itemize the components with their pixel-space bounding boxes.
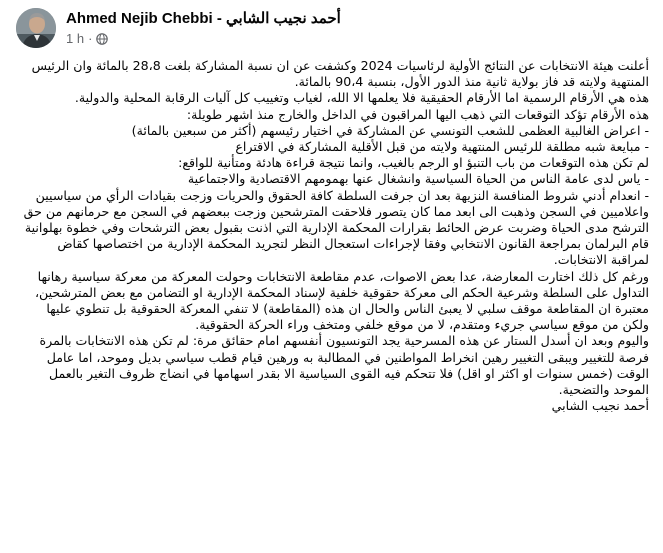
meta-separator: ·: [88, 31, 93, 46]
paragraph-results: أعلنت هيئة الانتخابات عن النتائج الأولية لرئاسيات 2024 وكشفت عن ان نسبة المشاركة بلغت 28،8 بالمائة وان الرئيس المنتهية ولايته قد فاز بولاية ثانية منذ الدور الأول، بنسبة 90،4 بالمائة.: [31, 58, 649, 90]
author-name-link[interactable]: Ahmed Nejib Chebbi - أحمد نجيب الشابي: [66, 10, 341, 27]
post-timestamp-link[interactable]: 1 h: [66, 31, 85, 46]
paragraph-bullet-allegiance: - مبايعة شبه مطلقة للرئيس المنتهية ولايته من قبل الأقلية المشاركة في الاقتراع: [235, 139, 649, 155]
paragraph-expectations: هذه الأرقام تؤكد التوقعات التي ذهب اليها المراقبون في الداخل والخارج منذ اشهر طويلة:: [186, 106, 649, 122]
paragraph-opposition: ورغم كل ذلك اختارت المعارضة، عدا بعض الاصوات، عدم مقاطعة الانتخابات وحولت المعركة من معركة سياسية رهانها التداول على السلطة وشرعية الحكم الى معركة حقوقية خلفية لإسناد المحكمة الإدارية او التضامن مع بعض المترشحين، معتبرة ان المقاطعة موقف سلبي لا يعبئ الناس والحال ان هذه (المقاطعة) لا تنفي المعركة الحقوقية بل تنطوي عليها ولكن من موقع سياسي جريء ومتقدم، لا من موقع خلفي ومتخف وراء الحركة الحقوقية.: [34, 268, 649, 333]
paragraph-today: واليوم وبعد ان أسدل الستار عن هذه المسرحية يجد التونسيون أنفسهم امام حقائق مرة: لم تكن هذه الانتخابات بالمرة فرصة للتغيير ويبقى التغيير رهين انخراط المواطنين في المطالبة به ورهين قيام قطب سياسي بديل وموحد، اما عامل الوقت (خمس سنوات او اكثر او اقل) فلا تتحكم فيه القوى السياسية الا بقدر اسهامها في انضاج ظروف التغير بالعمل الموحد والتضحية.: [39, 333, 649, 398]
avatar-photo-icon: [16, 8, 56, 48]
paragraph-official-numbers: هذه هي الأرقام الرسمية اما الأرقام الحقيقية فلا يعلمها الا الله، لغياب وتغييب كل آليات الرقابة المحلية والدولية.: [74, 90, 649, 106]
post-body: [19, 58, 649, 414]
globe-icon[interactable]: [96, 33, 108, 45]
post-header: [66, 10, 341, 47]
paragraph-bullet-despair: - ياس لدى عامة الناس من الحياة السياسية وانشغال عنها بهمومهم الاقتصادية والاجتماعية: [187, 171, 649, 187]
paragraph-signature: أحمد نجيب الشابي: [551, 398, 649, 414]
paragraph-reading-reality: لم تكن هذه التوقعات من باب التنبؤ او الرجم بالغيب، وانما نتيجة قراءة هادئة ومتأنية للواقع:: [178, 155, 649, 171]
paragraph-bullet-boycott: - اعراض الغالبية العظمى للشعب التونسي عن المشاركة في اختيار رئيسهم (أكثر من سبعين بالمائة): [131, 122, 649, 138]
avatar[interactable]: [16, 8, 56, 48]
paragraph-bullet-competition: - انعدام أدني شروط المنافسة النزيهة بعد ان جرفت السلطة كافة الحقوق والحريات وزجت بقيادات الرأي من سياسيين واعلاميين في السجن وذهبت الى ابعد مما كان يتصور فلاحقت المترشحين وزجت ببعضهم في السجن مع حرمانهم من حق الترشح مدى الحياة وضربت عرض الحائط بقرارات المحكمة الإدارية التي اذنت بقبول بعض الترشحات وفي خطوة بهلوانية قام البرلمان بمراجعة القانون الانتخابي وفقا لإجراءات استعجال النظر لتجريد المحكمة الإدارية من اختصاصها كقاض لمراقبة الانتخابات.: [23, 187, 649, 268]
post-meta: [66, 31, 341, 47]
